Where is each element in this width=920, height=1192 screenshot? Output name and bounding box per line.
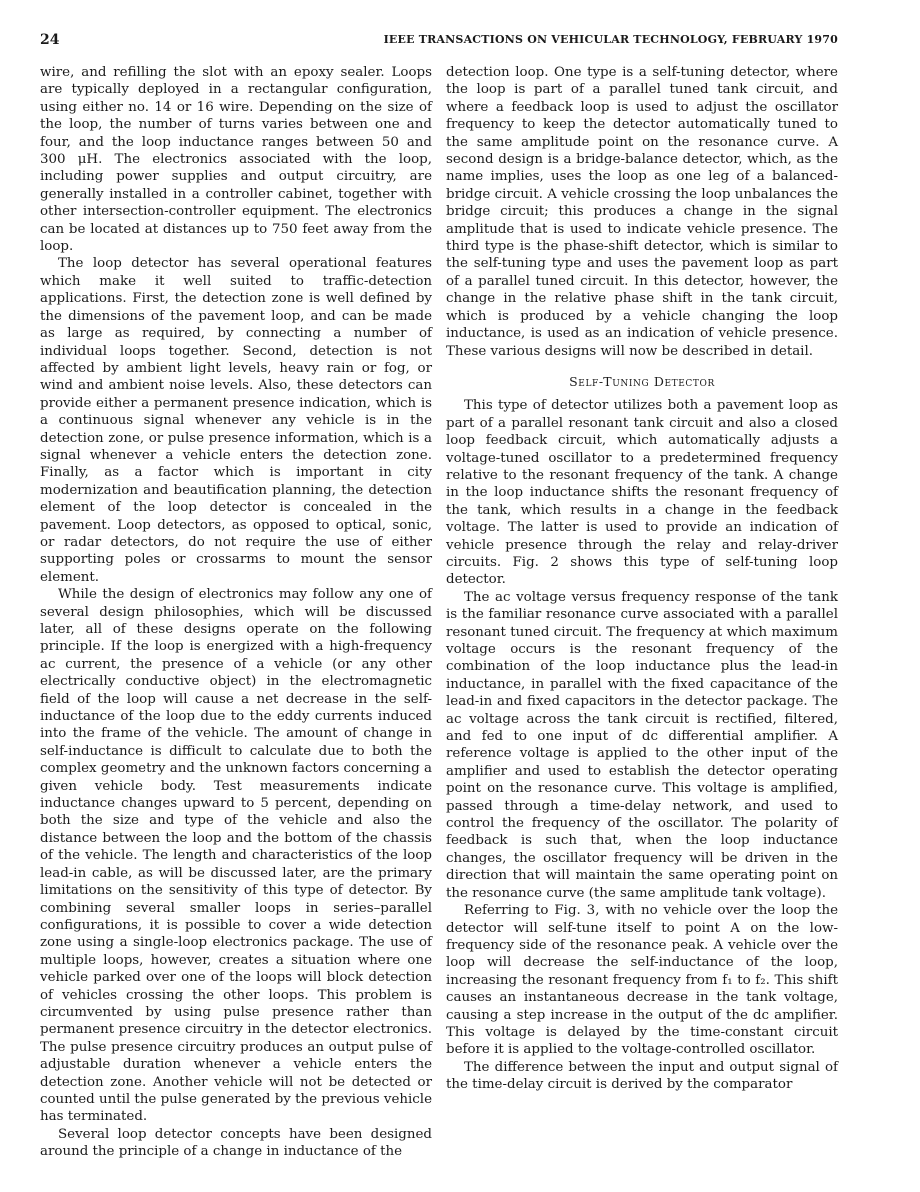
paragraph: The ac voltage versus frequency response of the tank is the familiar resonance curve associated with a parallel resonant tuned circuit. The frequency at which maximum voltage occurs is the resonant frequency of the combination of the loop inductance plus the lead-in inductance, in parallel with the fixed capacitance of the lead-in and fixed capacitors in the detector package. The ac voltage across the tank circuit is rectified, filtered, and fed to one input of dc differential amplifier. A reference voltage is applied to the other input of the amplifier and used to establish the detector operating point on the resonance curve. This voltage is amplified, passed through a time-delay network, and used to control the frequency of the oscillator. The polarity of feedback is such that, when the loop inductance changes, the oscillator frequency will be driven in the direction that will maintain the same operating point on the resonance curve (the same amplitude tank voltage). bbox=[446, 589, 838, 901]
paragraph: The loop detector has several operational features which make it well suited to traffic-detection applications. First, the detection zone is well defined by the dimensions of the pavement loop, and can be made as large as required, by connecting a number of individual loops together. Second, detection is not affected by ambient light levels, heavy rain or fog, or wind and ambient noise levels. Also, these detectors can provide either a permanent presence indication, which is a continuous signal whenever any vehicle is in the detection zone, or pulse presence information, which is a signal whenever a vehicle enters the detection zone. Finally, as a factor which is important in city modernization and beautification planning, the detection element of the loop detector is concealed in the pavement. Loop detectors, as opposed to optical, sonic, or radar detectors, do not require the use of either supporting poles or crossarms to mount the sensor element. bbox=[40, 256, 432, 585]
paragraph: Several loop detector concepts have been designed around the principle of a change in inductance of the bbox=[40, 1126, 432, 1160]
running-header: IEEE TRANSACTIONS ON VEHICULAR TECHNOLOGY, FEBRUARY 1970 bbox=[383, 33, 838, 46]
section-heading: Self-Tuning Detector bbox=[569, 373, 715, 389]
paragraph: While the design of electronics may follow any one of several design philosophies, which will be discussed later, all of these designs operate on the following principle. If the loop is energized with a high-frequency ac current, the presence of a vehicle (or any other electrically conductive object) in the electromagnetic field of the loop will cause a net decrease in the self-inductance of the loop due to the eddy currents induced into the frame of the vehicle. The amount of change in self-inductance is difficult to calculate due to both the complex geometry and the unknown factors concerning a given vehicle body. Test measurements indicate inductance changes upward to 5 percent, depending on both the size and type of the vehicle and also the distance between the loop and the bottom of the chassis of the vehicle. The length and characteristics of the loop lead-in cable, as will be discussed later, are the primary limitations on the sensitivity of this type of detector. By combining several smaller loops in series–parallel configurations, it is possible to cover a wide detection zone using a single-loop electronics package. The use of multiple loops, however, creates a situation where one vehicle parked over one of the loops will block detection of vehicles crossing the other loops. This problem is circumvented by using pulse presence rather than permanent presence circuitry in the detector electronics. The pulse presence circuitry produces an output pulse of adjustable duration whenever a vehicle enters the detection zone. Another vehicle will not be detected or counted until the pulse generated by the previous vehicle has terminated. bbox=[40, 587, 432, 1125]
left-column bbox=[40, 64, 432, 1161]
right-column bbox=[446, 64, 838, 1094]
paragraph: The difference between the input and output signal of the time-delay circuit is derived by the comparator bbox=[446, 1059, 838, 1093]
paragraph: wire, and refilling the slot with an epoxy sealer. Loops are typically deployed in a rectangular configuration, using either no. 14 or 16 wire. Depending on the size of the loop, the number of turns varies between one and four, and the loop inductance ranges between 50 and 300 μH. The electronics associated with the loop, including power supplies and output circuitry, are generally installed in a controller cabinet, together with other intersection-controller equipment. The electronics can be located at distances up to 750 feet away from the loop. bbox=[40, 65, 432, 255]
page-number: 24 bbox=[40, 32, 60, 48]
paragraph: detection loop. One type is a self-tuning detector, where the loop is part of a parallel tuned tank circuit, and where a feedback loop is used to adjust the oscillator frequency to keep the detector automatically tuned to the same amplitude point on the resonance curve. A second design is a bridge-balance detector, which, as the name implies, uses the loop as one leg of a balanced-bridge circuit. A vehicle crossing the loop unbalances the bridge circuit; this produces a change in the signal amplitude that is used to indicate vehicle presence. The third type is the phase-shift detector, which is similar to the self-tuning type and uses the pavement loop as part of a parallel tuned circuit. In this detector, however, the change in the relative phase shift in the tank circuit, which is produced by a vehicle changing the loop inductance, is used as an indication of vehicle presence. These various designs will now be described in detail. bbox=[446, 65, 838, 359]
paragraph: This type of detector utilizes both a pavement loop as part of a parallel resonant tank circuit and also a closed loop feedback circuit, which automatically adjusts a voltage-tuned oscillator to a predetermined frequency relative to the resonant frequency of the tank. A change in the loop inductance shifts the resonant frequency of the tank, which results in a change in the feedback voltage. The latter is used to provide an indication of vehicle presence through the relay and relay-driver circuits. Fig. 2 shows this type of self-tuning loop detector. bbox=[446, 398, 838, 588]
paragraph: Referring to Fig. 3, with no vehicle over the loop the detector will self-tune itself to point A on the low-frequency side of the resonance peak. A vehicle over the loop will decrease the self-inductance of the loop, increasing the resonant frequency from f₁ to f₂. This shift causes an instantaneous decrease in the tank voltage, causing a step increase in the output of the dc amplifier. This voltage is delayed by the time-constant circuit before it is applied to the voltage-controlled oscillator. bbox=[446, 903, 838, 1058]
